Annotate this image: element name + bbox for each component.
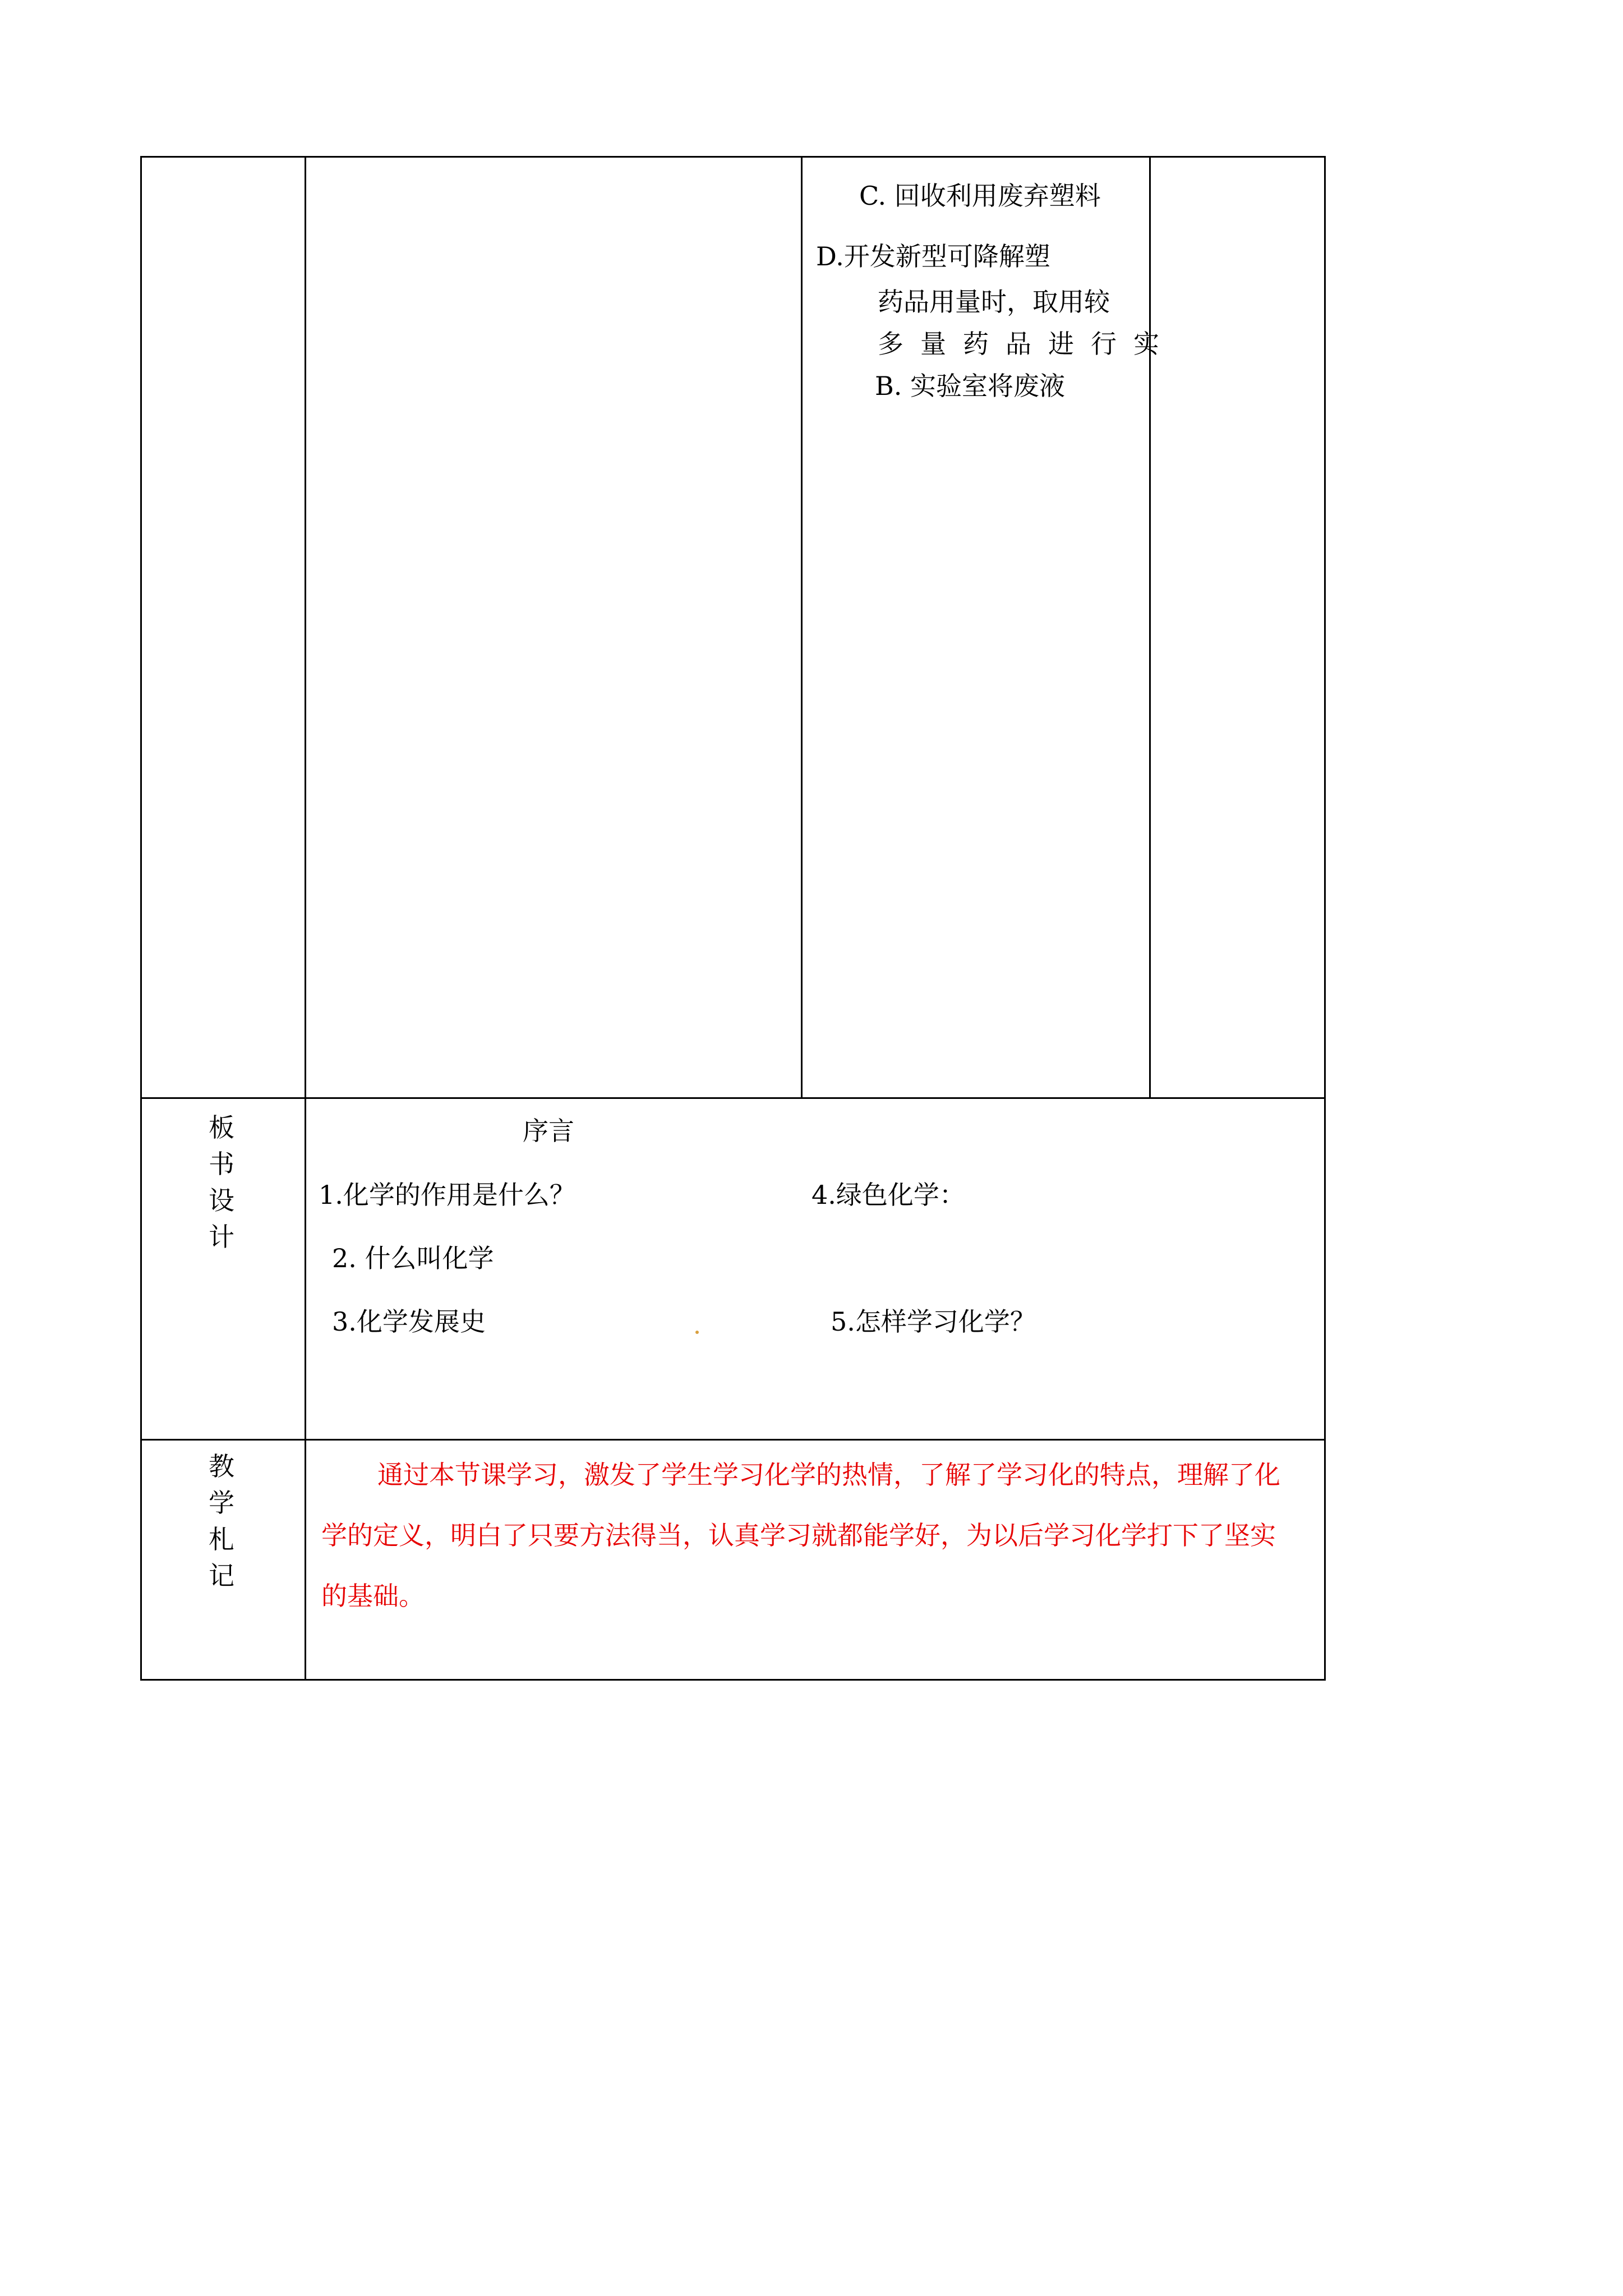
table-left-border	[140, 156, 142, 1681]
column-divider-1	[305, 156, 306, 1681]
table-top-border	[140, 156, 1326, 158]
board-item-1: 1.化学的作用是什么？	[319, 1180, 575, 1210]
stray-dot	[695, 1331, 699, 1334]
teaching-notes-label	[191, 1448, 252, 1594]
board-design-label	[191, 1110, 252, 1255]
label-char: 学	[209, 1488, 234, 1518]
label-char: 记	[209, 1561, 234, 1591]
option-line-4: 多量药品进行实	[878, 329, 1176, 359]
board-title: 序言	[523, 1116, 574, 1146]
option-d: D.开发新型可降解塑	[816, 241, 1050, 272]
board-item-4: 4.绿色化学：	[811, 1180, 965, 1210]
label-char: 计	[209, 1222, 234, 1252]
label-char: 设	[209, 1185, 234, 1216]
label-char: 板	[209, 1112, 234, 1143]
option-c: C. 回收利用废弃塑料	[859, 181, 1101, 211]
column-divider-2	[801, 156, 803, 1099]
teaching-notes-body: 通过本节课学习，激发了学生学习化学的热情，了解了学习化的特点，理解了化学的定义，明白了只要方法得当，认真学习就都能学好，为以后学习化学打下了坚实的基础。	[321, 1460, 1280, 1611]
label-char: 教	[209, 1451, 234, 1481]
board-item-2: 2. 什么叫化学	[332, 1243, 494, 1273]
option-line-3: 药品用量时，取用较	[878, 287, 1110, 317]
board-item-5: 5.怎样学习化学？	[831, 1306, 1036, 1337]
table-right-border	[1324, 156, 1326, 1681]
column-divider-3	[1149, 156, 1151, 1099]
row-divider-1	[140, 1097, 1326, 1099]
table-bottom-border	[140, 1679, 1326, 1681]
row-divider-2	[140, 1439, 1326, 1441]
label-char: 书	[209, 1149, 234, 1179]
board-item-3: 3.化学发展史	[332, 1306, 486, 1337]
option-line-5: B. 实验室将废液	[875, 371, 1066, 401]
label-char: 札	[209, 1524, 234, 1554]
teaching-notes-text	[321, 1444, 1299, 1626]
